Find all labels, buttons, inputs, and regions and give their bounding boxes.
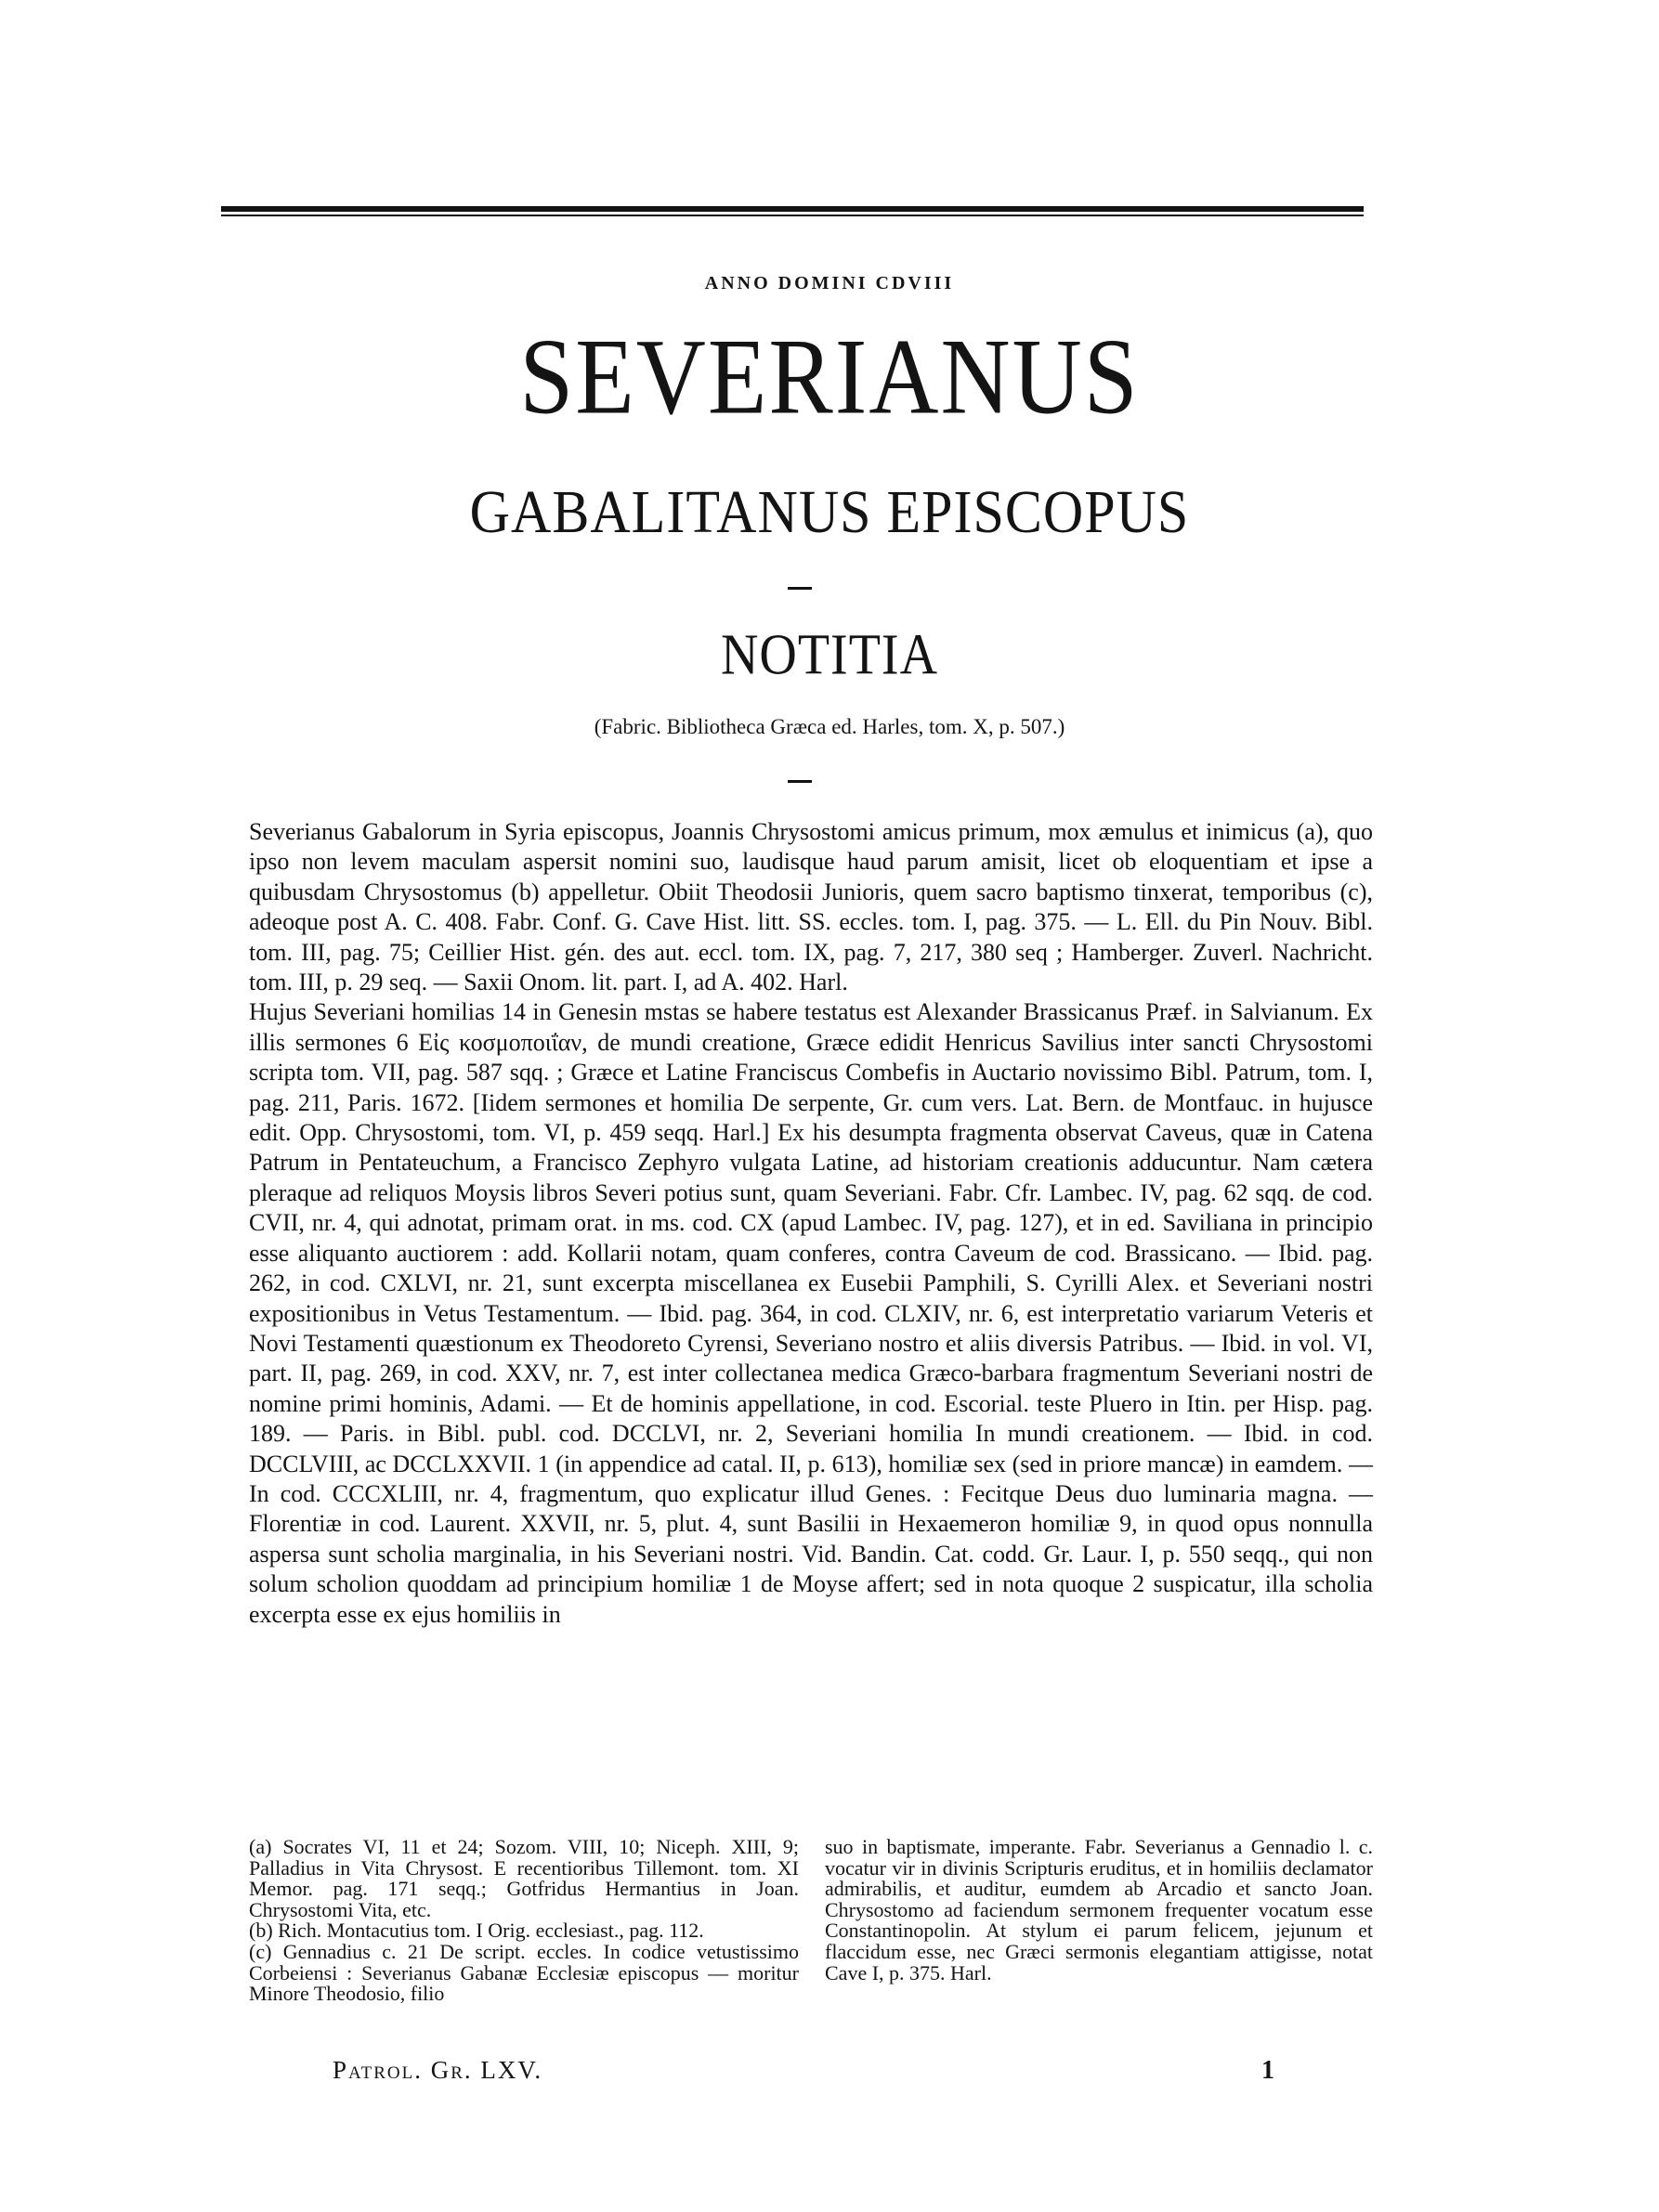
section-title: NOTITIA (720, 622, 939, 688)
footnote: suo in baptismate, imperante. Fabr. Severianus a Gennadio l. c. vocatur vir in divinis Scripturis eruditus, et in homiliis declamator admirabilis, et auditur, eumdem ab Arcadio et sancto Joan. Chrysostomo ad faciendum sermonem frequenter vocatum esse Constantinopolin. At stylum ei parum felicem, jejunum et flaccidum esse, nec Græci sermonis elegantiam attigisse, notat Cave I, p. 375. Harl. (825, 1835, 1373, 1984)
footnotes-left-column (249, 1837, 799, 2005)
series-signature: Patrol. Gr. LXV. (333, 2056, 543, 2084)
footnote: (a) Socrates VI, 11 et 24; Sozom. VIII, 10; Niceph. XIII, 9; Palladius in Vita Chrysost. E recentioribus Tillemont. tom. XI Memor. pag. 171 seqq.; Gotfridus Hermantius in Joan. Chrysostomi Vita, etc. (249, 1835, 799, 1921)
source-citation: (Fabric. Bibliotheca Græca ed. Harles, tom. X, p. 507.) (594, 715, 1065, 738)
footnotes-right-column (825, 1837, 1373, 1984)
main-text (249, 817, 1373, 1630)
page-number: 1 (1261, 2056, 1274, 2085)
separator-dash (788, 780, 812, 783)
page-title: SEVERIANUS (519, 317, 1140, 437)
year-line: ANNO DOMINI CDVIII (704, 273, 955, 293)
paragraph: Severianus Gabalorum in Syria episcopus, Joannis Chrysostomi amicus primum, mox æmulus et inimicus (a), quo ipso non levem maculam aspersit nomini suo, laudisque haud parum amisit, licet ob eloquentiam et ipse a quibusdam Chrysostomus (b) appelletur. Obiit Theodosii Junioris, quem sacro baptismo tinxerat, temporibus (c), adeoque post A. C. 408. Fabr. Conf. G. Cave Hist. litt. SS. eccles. tom. I, pag. 375. — L. Ell. du Pin Nouv. Bibl. tom. III, pag. 75; Ceillier Hist. gén. des aut. eccl. tom. IX, pag. 7, 217, 380 seq ; Hamberger. Zuverl. Nachricht. tom. III, p. 29 seq. — Saxii Onom. lit. part. I, ad A. 402. Harl. (249, 818, 1373, 996)
page-subtitle: GABALITANUS EPISCOPUS (469, 477, 1190, 546)
separator-dash (788, 587, 812, 590)
paragraph: Hujus Severiani homilias 14 in Genesin mstas se habere testatus est Alexander Brassicanus Præf. in Salvianum. Ex illis sermones 6 Εἰς κοσμοποιΐαν, de mundi creatione, Græce edidit Henricus Savilius inter sancti Chrysostomi scripta tom. VII, pag. 587 sqq. ; Græce et Latine Franciscus Combefis in Auctario novissimo Bibl. Patrum, tom. I, pag. 211, Paris. 1672. [Iidem sermones et homilia De serpente, Gr. cum vers. Lat. Bern. de Montfauc. in hujusce edit. Opp. Chrysostomi, tom. VI, p. 459 seqq. Harl.] Ex his desumpta fragmenta observat Caveus, quæ in Catena Patrum in Pentateuchum, a Francisco Zephyro vulgata Latine, ad historiam creationis adducuntur. Nam cætera pleraque ad reliquos Moysis libros Severi potius sunt, quam Severiani. Fabr. Cfr. Lambec. IV, pag. 62 sqq. de cod. CVII, nr. 4, qui adnotat, primam orat. in ms. cod. CX (apud Lambec. IV, pag. 127), et in ed. Saviliana in principio esse aliquanto auctiorem : add. Kollarii notam, quam conferes, contra Caveum de cod. Brassicano. — Ibid. pag. 262, in cod. CXLVI, nr. 21, sunt excerpta miscellanea ex Eusebii Pamphili, S. Cyrilli Alex. et Severiani nostri expositionibus in Vetus Testamentum. — Ibid. pag. 364, in cod. CLXIV, nr. 6, est interpretatio variarum Veteris et Novi Testamenti quæstionum ex Theodoreto Cyrensi, Severiano nostro et aliis diversis Patribus. — Ibid. in vol. VI, part. II, pag. 269, in cod. XXV, nr. 7, est inter collectanea medica Græco-barbara fragmentum Severiani nostri de nomine primi hominis, Adami. — Et de hominis appellatione, in cod. Escorial. teste Pluero in Itin. per Hisp. pag. 189. — Paris. in Bibl. publ. cod. DCCLVI, nr. 2, Severiani homilia In mundi creationem. — Ibid. in cod. DCCLVIII, ac DCCLXXVII. 1 (in appendice ad catal. II, p. 613), homiliæ sex (sed in priore mancæ) in eamdem. — In cod. CCCXLIII, nr. 4, fragmentum, quo explicatur illud Genes. : Fecitque Deus duo luminaria magna. — Florentiæ in cod. Laurent. XXVII, nr. 5, plut. 4, sunt Basilii in Hexaemeron homiliæ 9, in quod opus nonnulla aspersa sunt scholia marginalia, in his Severiani nostri. Vid. Bandin. Cat. codd. Gr. Laur. I, p. 550 seqq., qui non solum scholion quoddam ad principium homiliæ 1 de Moyse affert; sed in nota quoque 2 suspicatur, illa scholia excerpta esse ex ejus homiliis in (249, 998, 1373, 1628)
footnote: (c) Gennadius c. 21 De script. eccles. In codice vetustissimo Corbeiensi : Severianus Gabanæ Ecclesiæ episcopus — moritur Minore Theodosio, filio (249, 1939, 799, 2006)
header-rule (221, 206, 1364, 212)
footnote: (b) Rich. Montacutius tom. I Orig. ecclesiast., pag. 112. (249, 1919, 704, 1943)
